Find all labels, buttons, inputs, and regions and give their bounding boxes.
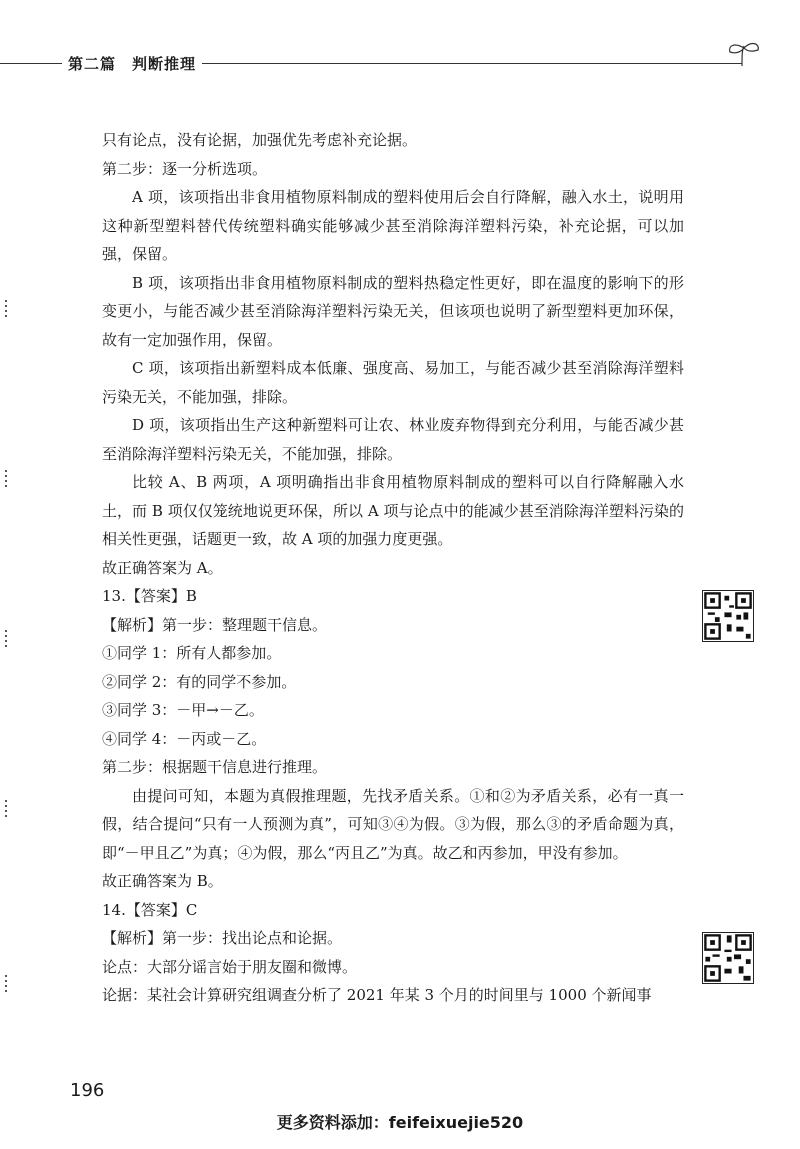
margin-marks <box>5 630 7 650</box>
page-number: 196 <box>70 1080 105 1101</box>
header-title: 第二篇 判断推理 <box>68 55 197 73</box>
analysis-heading: 【解析】第一步：整理题干信息。 <box>102 615 328 634</box>
qr-code-icon[interactable] <box>702 590 754 642</box>
sprout-icon <box>724 38 764 68</box>
header-rule-left <box>0 63 62 64</box>
page-body <box>102 126 684 1010</box>
paragraph: 论据：某社会计算研究组调查分析了 2021 年某 3 个月的时间里与 1000 个新闻事 <box>102 986 652 1004</box>
paragraph: 论点：大部分谣言始于朋友圈和微博。 <box>102 957 358 976</box>
paragraph: 第二步：根据题干信息进行推理。 <box>102 758 328 776</box>
margin-marks <box>5 470 7 490</box>
paragraph: 比较 A、B 两项，A 项明确指出非食用植物原料制成的塑料可以自行降解融入水土，而 B 项仅仅笼统地说更环保，所以 A 项与论点中的能减少甚至消除海洋塑料污染的相关性更强，话题更一致，故 A 项的加强力度更强。 <box>102 473 684 548</box>
paragraph: 只有论点，没有论据，加强优先考虑补充论据。 <box>102 131 418 149</box>
footer-note: 更多资料添加：feifeixuejie520 <box>276 1113 524 1132</box>
paragraph: 故正确答案为 A。 <box>102 558 223 577</box>
paragraph: A 项，该项指出非食用植物原料制成的塑料使用后会自行降解，融入水土，说明用这种新型塑料替代传统塑料确实能够减少甚至消除海洋塑料污染，补充论据，可以加强，保留。 <box>102 188 684 263</box>
margin-marks <box>5 800 7 820</box>
answer-heading: 13.【答案】B <box>102 587 197 605</box>
list-item: ①同学 1：所有人都参加。 <box>102 644 282 662</box>
paragraph: 故正确答案为 B。 <box>102 872 223 890</box>
list-item: ④同学 4：－丙或－乙。 <box>102 729 267 748</box>
paragraph: C 项，该项指出新塑料成本低廉、强度高、易加工，与能否减少甚至消除海洋塑料污染无关，不能加强，排除。 <box>102 359 684 406</box>
qr-code-icon[interactable] <box>702 932 754 984</box>
list-item: ②同学 2：有的同学不参加。 <box>102 672 297 691</box>
list-item: ③同学 3：－甲→－乙。 <box>102 701 264 719</box>
header-rule-right <box>202 63 742 64</box>
running-header <box>0 52 800 76</box>
analysis-heading: 【解析】第一步：找出论点和论据。 <box>102 929 343 947</box>
paragraph: B 项，该项指出非食用植物原料制成的塑料热稳定性更好，即在温度的影响下的形变更小，与能否减少甚至消除海洋塑料污染无关，但该项也说明了新型塑料更加环保，故有一定加强作用，保留。 <box>102 273 684 349</box>
margin-marks <box>5 300 7 320</box>
paragraph: 第二步：逐一分析选项。 <box>102 159 268 178</box>
answer-heading: 14.【答案】C <box>102 900 198 919</box>
margin-marks <box>5 975 7 995</box>
paragraph: D 项，该项指出生产这种新塑料可让农、林业废弃物得到充分利用，与能否减少甚至消除海洋塑料污染无关，不能加强，排除。 <box>102 416 684 463</box>
paragraph: 由提问可知，本题为真假推理题，先找矛盾关系。①和②为矛盾关系，必有一真一假，结合提问“只有一人预测为真”，可知③④为假。③为假，那么③的矛盾命题为真，即“－甲且乙”为真；④为假，那么“丙且乙”为真。故乙和丙参加，甲没有参加。 <box>102 786 684 862</box>
